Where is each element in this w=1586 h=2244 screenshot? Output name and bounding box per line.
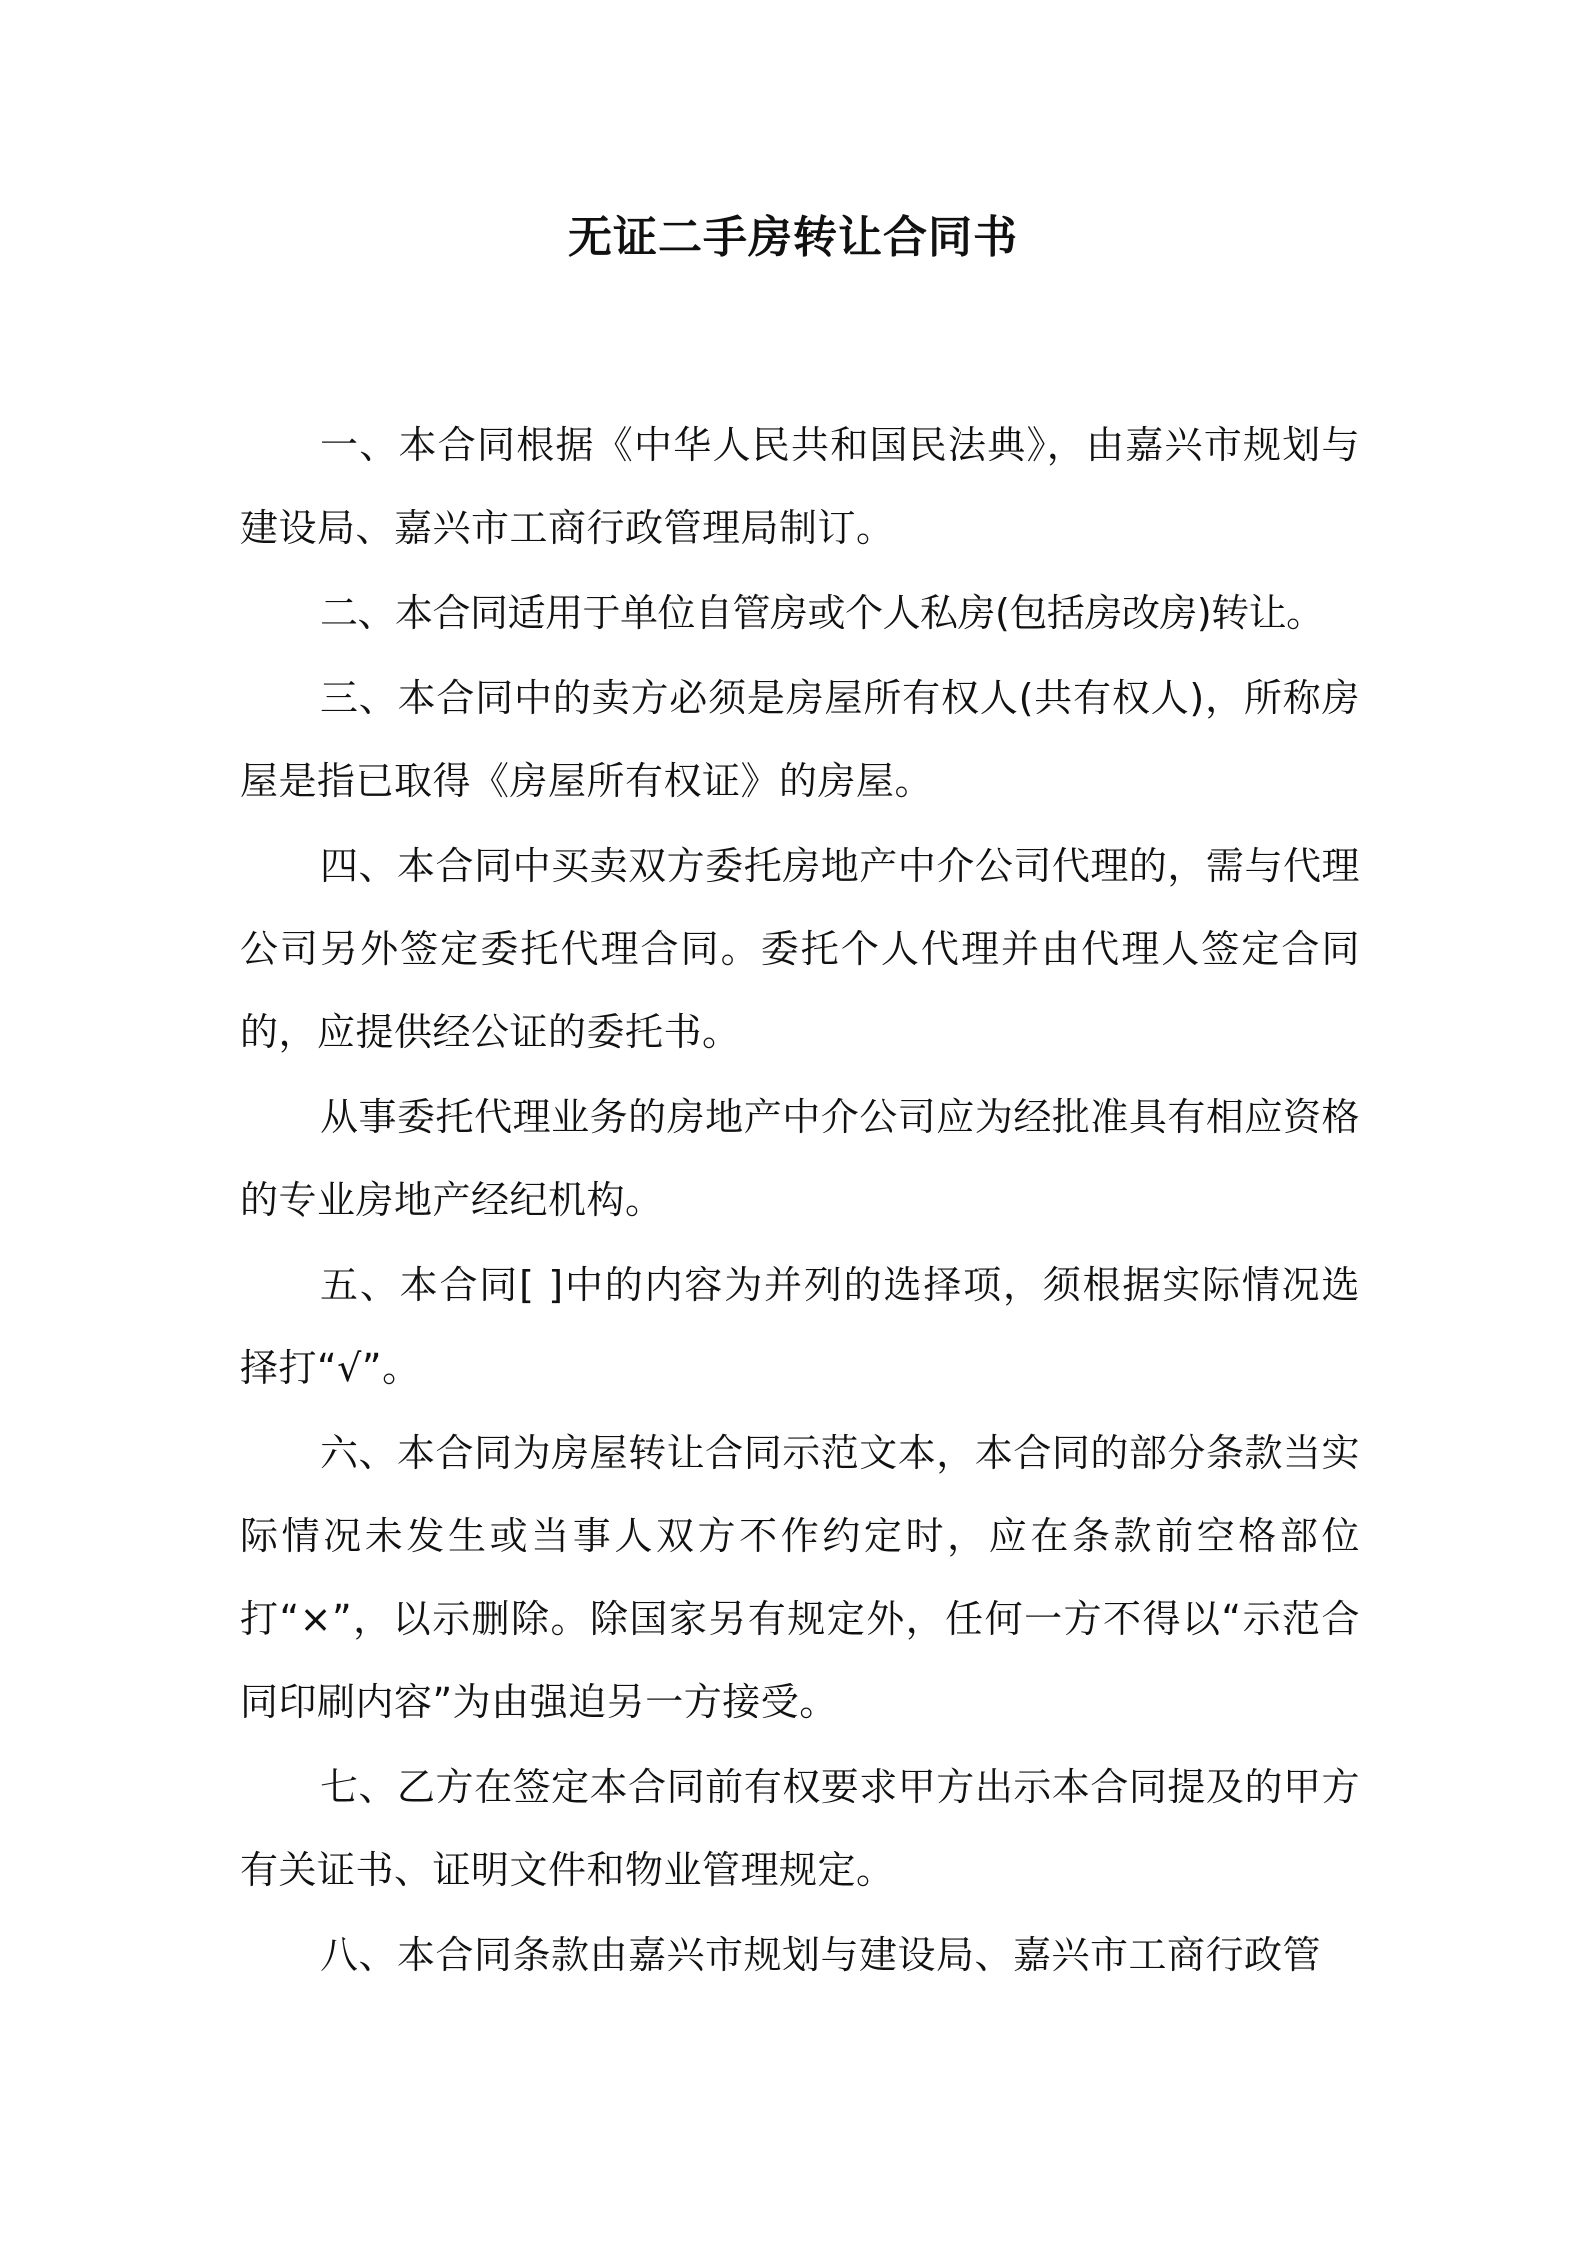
paragraph-9: 八、本合同条款由嘉兴市规划与建设局、嘉兴市工商行政管: [320, 1933, 1322, 1977]
paragraph-5: 从事委托代理业务的房地产中介公司应为经批准具有相应资格的专业房地产经纪机构。: [240, 1095, 1360, 1222]
paragraph-3: 三、本合同中的卖方必须是房屋所有权人(共有权人)，所称房屋是指已取得《房屋所有权证》的房屋。: [240, 676, 1360, 803]
paragraph-4: 四、本合同中买卖双方委托房地产中介公司代理的，需与代理公司另外签定委托代理合同。委托个人代理并由代理人签定合同的，应提供经公证的委托书。: [240, 844, 1360, 1054]
document-body: [240, 404, 1360, 1999]
paragraph-2: 二、本合同适用于单位自管房或个人私房(包括房改房)转让。: [320, 591, 1324, 635]
paragraph-6: 五、本合同[ ]中的内容为并列的选择项，须根据实际情况选择打“√”。: [240, 1263, 1360, 1390]
document-title: 无证二手房转让合同书: [568, 212, 1018, 263]
paragraph-1: 一、本合同根据《中华人民共和国民法典》，由嘉兴市规划与建设局、嘉兴市工商行政管理局制订。: [240, 423, 1360, 550]
paragraph-7: 六、本合同为房屋转让合同示范文本，本合同的部分条款当实际情况未发生或当事人双方不作约定时，应在条款前空格部位打“×”，以示删除。除国家另有规定外，任何一方不得以“示范合同印刷内容”为由强迫另一方接受。: [240, 1431, 1360, 1724]
paragraph-8: 七、乙方在签定本合同前有权要求甲方出示本合同提及的甲方有关证书、证明文件和物业管理规定。: [240, 1765, 1360, 1892]
